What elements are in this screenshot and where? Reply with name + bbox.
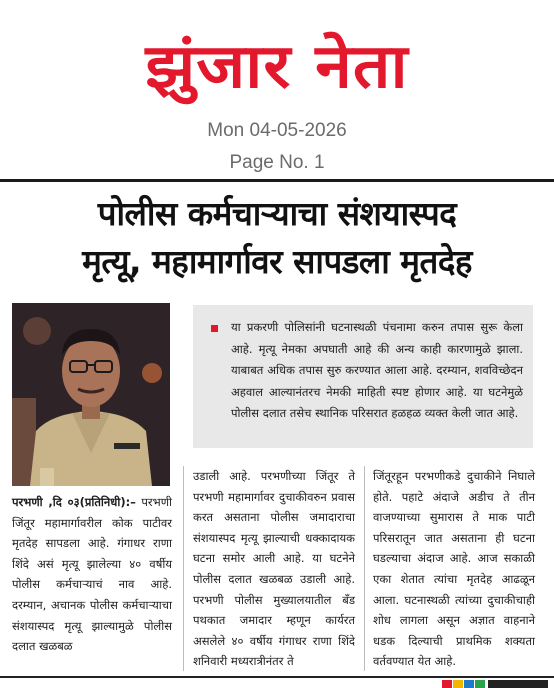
article-dateline: परभणी ,दि ०३(प्रतिनिधी):–	[12, 495, 136, 509]
article-photo	[12, 303, 170, 486]
column-divider	[364, 466, 365, 671]
article-column-3	[373, 466, 535, 672]
headline-line-2: मृत्यू, महामार्गावर सापडला मृतदेह	[82, 242, 472, 281]
article-headline	[6, 190, 548, 286]
column-1-text: परभणी जिंतूर महामार्गावरील कोक पाटीवर मृतदेह सापडला आहे. गंगाधर राणा शिंदे असं मृत्यू झालेल्या ४० वर्षीय पोलीस कर्मचाऱ्याचं नाव आहे. दरम्यान, अचानक पोलीस कर्मचाऱ्याचा संशयास्पद मृत्यू झाल्यामुळे पोलीस दलात खळबळ	[12, 495, 172, 654]
column-3-text: जिंतूरहून परभणीकडे दुचाकीने निघाले होते. पहाटे अंदाजे अडीच ते तीन वाजण्याच्या सुमारास ते माक पाटी परिसरातून जात असताना ही घटना घडल्याचा अंदाज आहे. आज सकाळी एका शेतात त्यांचा मृतदेह आढळून आला. घटनास्थळी त्यांच्या दुचाकीचाही शोध लागला असून अज्ञात वाहनाने धडक दिल्याची प्राथमिक शक्यता वर्तवण्यात येत आहे.	[373, 469, 535, 669]
policeman-portrait-image	[12, 303, 170, 486]
masthead-divider	[0, 179, 554, 182]
article-column-1	[12, 492, 172, 657]
page-number: Page No. 1	[229, 152, 325, 173]
headline-line-1: पोलीस कर्मचाऱ्याचा संशयास्पद	[97, 194, 457, 233]
highlight-box	[193, 305, 533, 448]
article-column-2	[193, 466, 355, 672]
bullet-square-icon	[211, 325, 218, 332]
color-bar-logo-icon	[442, 679, 554, 688]
footer-divider	[0, 676, 554, 678]
highlight-text: या प्रकरणी पोलिसांनी घटनास्थळी पंचनामा करुन तपास सुरू केला आहे. मृत्यू नेमका अपघाती आहे की अन्य काही कारणामुळे झाला. याबाबत अधिक तपास सुरु करण्यात आला आहे. दरम्यान, शवविच्छेदन अहवाल आल्यानंतरच नेमकी माहिती स्पष्ट होणार आहे. या घटनेमुळे पोलीस दलात तसेच स्थानिक परिसरात हळहळ व्यक्त केली जात आहे.	[231, 320, 523, 420]
column-2-text: उडाली आहे. परभणीच्या जिंतूर ते परभणी महामार्गावर दुचाकीवरुन प्रवास करत असताना पोलीस जमादाराचा संशयास्पद मृत्यू झाल्याची धक्कादायक घटना समोर आली आहे. या घटनेने पोलीस दलात खळबळ उडाली आहे. परभणी पोलीस मुख्यालयातील बँड पथकात जमादार म्हणून कार्यरत असलेले ४० वर्षीय गंगाधर राणा शिंदे शनिवारी मध्यरात्रीनंतर ते	[193, 469, 355, 669]
edition-date: Mon 04-05-2026	[207, 120, 347, 141]
newspaper-logo: झुंजार नेता	[145, 31, 409, 102]
column-divider	[183, 466, 184, 671]
masthead	[0, 0, 554, 180]
